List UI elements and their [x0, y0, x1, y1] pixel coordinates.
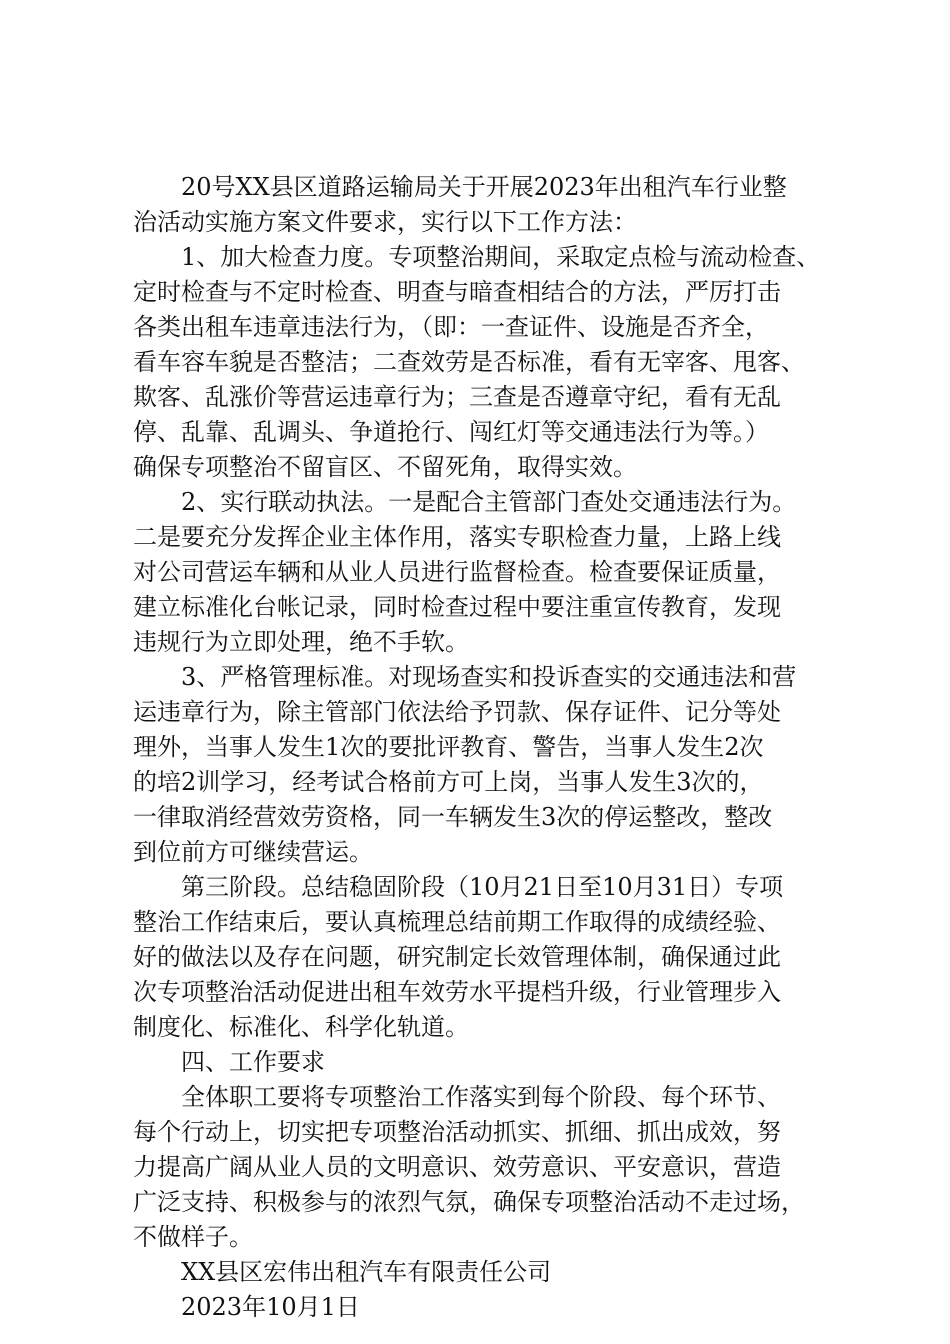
- text-line: 2023年10月1日: [181, 1293, 360, 1321]
- text-line: 各类出租车违章违法行为，（即：一查证件、设施是否齐全，: [133, 313, 769, 341]
- text-line: 一律取消经营效劳资格，同一车辆发生3次的停运整改，整改: [133, 803, 773, 831]
- text-line: 好的做法以及存在问题，研究制定长效管理体制，确保通过此: [133, 943, 781, 971]
- text-line: 2、实行联动执法。一是配合主管部门查处交通违法行为。: [181, 488, 797, 516]
- text-line: 第三阶段。总结稳固阶段（10月21日至10月31日）专项: [181, 873, 784, 901]
- text-line: 停、乱靠、乱调头、争道抢行、闯红灯等交通违法行为等。）: [133, 418, 769, 446]
- text-line: 治活动实施方案文件要求，实行以下工作方法：: [133, 208, 637, 236]
- text-line: 到位前方可继续营运。: [133, 838, 373, 866]
- text-line: 整治工作结束后，要认真梳理总结前期工作取得的成绩经验、: [133, 908, 781, 936]
- text-line: 二是要充分发挥企业主体作用，落实专职检查力量，上路上线: [133, 523, 781, 551]
- text-line: 1、加大检查力度。专项整治期间，采取定点检与流动检查、: [181, 243, 821, 271]
- text-line: XX县区宏伟出租汽车有限责任公司: [181, 1258, 552, 1286]
- text-line: 不做样子。: [133, 1223, 253, 1251]
- text-line: 次专项整治活动促进出租车效劳水平提档升级，行业管理步入: [133, 978, 781, 1006]
- text-line: 确保专项整治不留盲区、不留死角，取得实效。: [133, 453, 637, 481]
- text-line: 看车容车貌是否整洁；二查效劳是否标准，看有无宰客、甩客、: [133, 348, 805, 376]
- text-line: 每个行动上，切实把专项整治活动抓实、抓细、抓出成效，努: [133, 1118, 781, 1146]
- text-line: 四、工作要求: [181, 1048, 325, 1076]
- text-line: 对公司营运车辆和从业人员进行监督检查。检查要保证质量，: [133, 558, 781, 586]
- text-line: 运违章行为，除主管部门依法给予罚款、保存证件、记分等处: [133, 698, 781, 726]
- text-line: 违规行为立即处理，绝不手软。: [133, 628, 469, 656]
- text-line: 定时检查与不定时检查、明查与暗查相结合的方法，严厉打击: [133, 278, 781, 306]
- document-body: [133, 170, 853, 1325]
- text-line: 20号XX县区道路运输局关于开展2023年出租汽车行业整: [181, 173, 787, 201]
- text-line: 的培2训学习，经考试合格前方可上岗，当事人发生3次的，: [133, 768, 764, 796]
- text-line: 力提高广阔从业人员的文明意识、效劳意识、平安意识，营造: [133, 1153, 781, 1181]
- text-line: 3、严格管理标准。对现场查实和投诉查实的交通违法和营: [181, 663, 797, 691]
- text-line: 制度化、标准化、科学化轨道。: [133, 1013, 469, 1041]
- text-line: 全体职工要将专项整治工作落实到每个阶段、每个环节、: [181, 1083, 781, 1111]
- text-line: 建立标准化台帐记录，同时检查过程中要注重宣传教育，发现: [133, 593, 781, 621]
- text-line: 广泛支持、积极参与的浓烈气氛，确保专项整治活动不走过场，: [133, 1188, 805, 1216]
- text-line: 欺客、乱涨价等营运违章行为；三查是否遵章守纪，看有无乱: [133, 383, 781, 411]
- text-line: 理外，当事人发生1次的要批评教育、警告，当事人发生2次: [133, 733, 764, 761]
